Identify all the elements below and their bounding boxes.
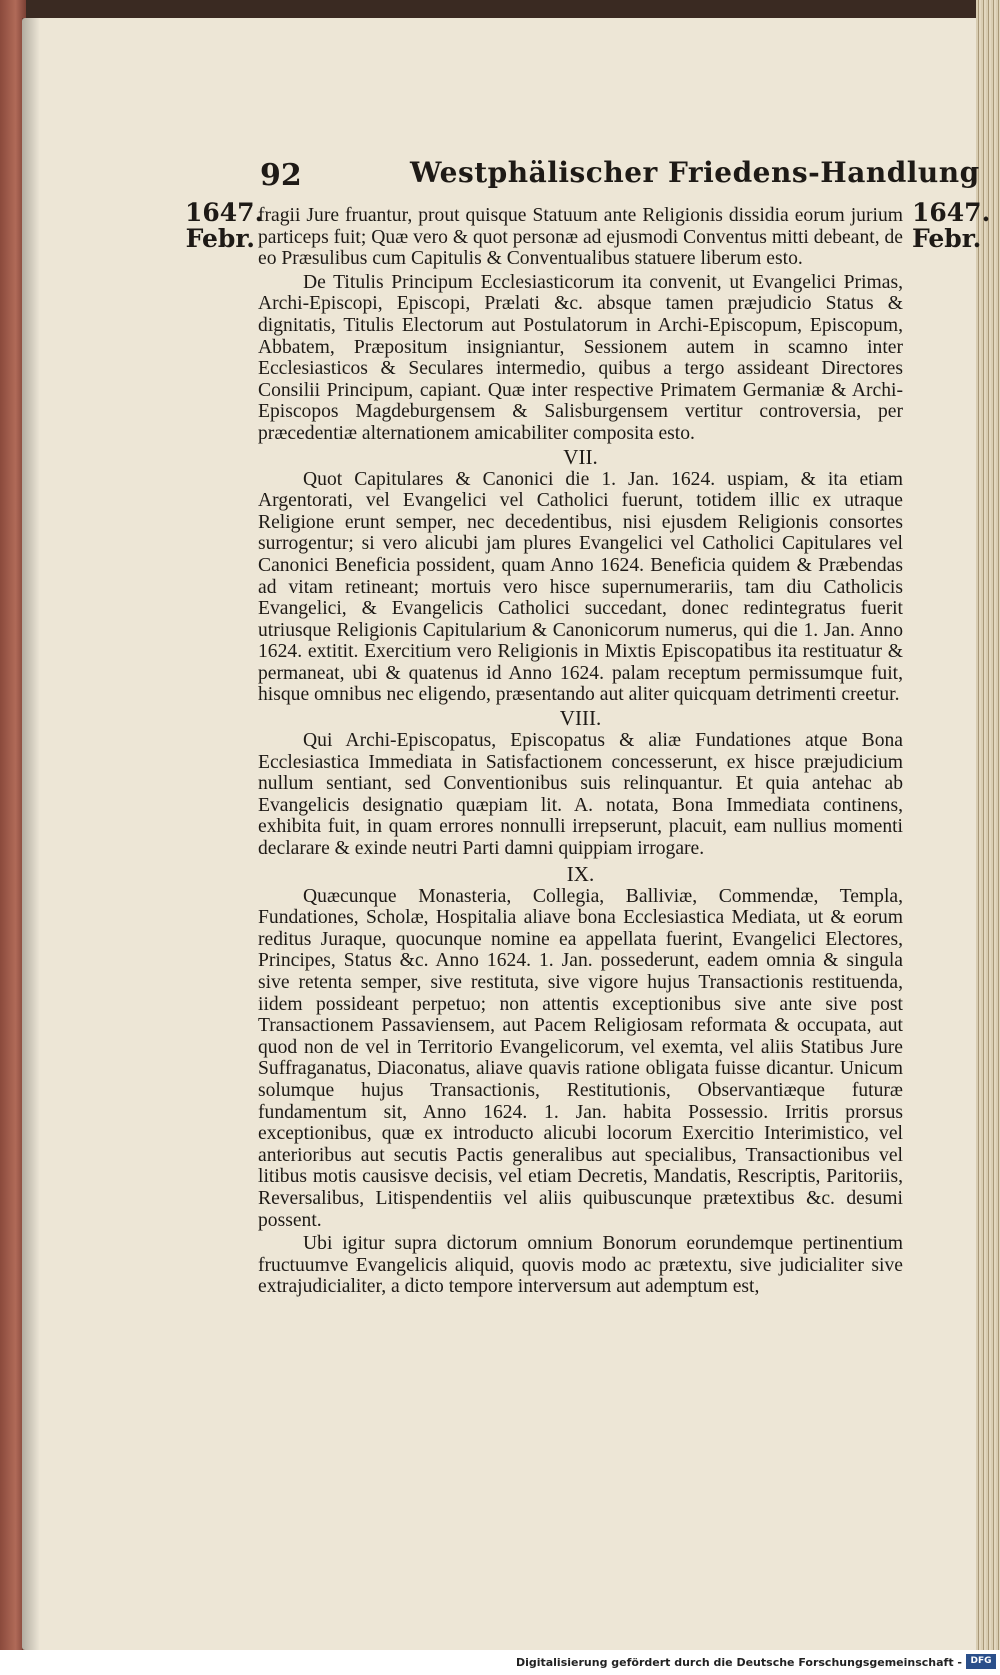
right-margin-date	[912, 198, 991, 253]
left-margin-month: Febr.	[185, 224, 255, 253]
section-number: IX.	[566, 861, 595, 886]
running-title: Westphälischer Friedens-Handlung	[410, 156, 980, 189]
left-margin-year: 1647.	[185, 198, 264, 227]
dfg-logo: DFG	[966, 1654, 996, 1669]
section-number: VII.	[563, 444, 598, 469]
page-number: 92	[260, 158, 302, 193]
paragraph: Ubi igitur supra dictorum omnium Bonorum eorundemque pertinentium fructuumve Evangelicis aliquid, quovis modo ac prætextu, sive judicialiter sive extrajudicialiter, a dicto tempore interversum aut ademptum est,	[258, 1233, 903, 1298]
paragraph: fragii Jure fruantur, prout quisque Statuum ante Religionis dissidia eorum jurium particeps fuit; Quæ vero & quot personæ ad ejusmodi Conventus mitti debeant, de eo Præsulibus cum Capitulis & Conventualibus statuere liberum esto.	[258, 205, 903, 270]
paragraph: De Titulis Principum Ecclesiasticorum ita convenit, ut Evangelici Primas, Archi-Episcopi, Episcopi, Prælati &c. absque tamen præjudicio Status & dignitatis, Titulis Electorum aut Postulatorum in Archi-Episcopum, Episcopum, Abbatem, Præpositum insigniantur, Sessionem autem in scamno inter Ecclesiasticos & Seculares intermedio, quibus a tergo assideant Directores Consilii Principum, capiant. Quæ inter respective Primatem Germaniæ & Archi-Episcopos Magdeburgensem & Salisburgensem vertitur controversia, per præcedentiæ alternationem amicabiliter composita esto.	[258, 271, 903, 444]
footer-credit: Digitalisierung gefördert durch die Deutsche Forschungsgemeinschaft -	[515, 1656, 962, 1669]
section-number: VIII.	[559, 706, 602, 731]
paragraph: Quot Capitulares & Canonici die 1. Jan. 1624. uspiam, & ita etiam Argentorati, vel Evangelici vel Catholici fuerunt, totidem illic ex utraque Religione erunt semper, nec decedentibus, nisi ejusdem Religionis consortes surrogentur; si vero alicubi jam plures Evangelici vel Catholici Capitulares vel Canonici Beneficia possident, quam Anno 1624. Beneficia quidem & Præbendas ad vitam retineant; mortuis vero hisce supernumerariis, tam diu Catholicis Evangelici, & Evangelicis Catholici succedant, donec redintegratus fuerit utriusque Religionis Capitularium & Canonicorum numerus, qui die 1. Jan. Anno 1624. extitit. Exercitium vero Religionis in Mixtis Episcopatibus ita restituatur & permaneat, ubi & quatenus id Anno 1624. palam receptum permissumque fuit, hisque omnibus nec eligendo, præsentando aut aliter quicquam detrimenti creetur.	[258, 468, 903, 706]
footer-bar	[0, 1650, 1000, 1675]
body-text	[258, 205, 903, 1298]
right-margin-month: Febr.	[912, 224, 982, 253]
paragraph: Quæcunque Monasteria, Collegia, Balliviæ, Commendæ, Templa, Fundationes, Scholæ, Hospitalia aliave bona Ecclesiastica Mediata, ut & eorum reditus Juraque, quocunque nomine ea appellata fuerint, Evangelici Electores, Principes, Status &c. Anno 1624. 1. Jan. possederunt, eadem omnia & singula sive retenta semper, sive restituta, sive vigore hujus Transactionis restituenda, iidem possideant perpetuo; non attentis exceptionibus sive ante sive post Transactionem Passaviensem, aut Pacem Religiosam reformata & occupata, aut quod non de vel in Territorio Evangelicorum, vel exemta, vel aliis Statibus Jure Suffraganatus, Diaconatus, aliave quavis ratione obligata fuisse dicantur. Unicum solumque hujus Transactionis, Restitutionis, Observantiæque futuræ fundamentum sit, Anno 1624. 1. Jan. habita Possessio. Irritis prorsus exceptionibus, quæ ex introducto alicubi locorum Exercitio Interimistico, vel anterioribus aut secutis Pactis generalibus aut specialibus, Transactionibus vel litibus motis causisve decisis, vel etiam Decretis, Mandatis, Rescriptis, Paritoriis, Reversalibus, Litispendentiis vel aliis quibuscunque prætextibus &c. desumi possent.	[258, 885, 903, 1231]
right-margin-year: 1647.	[912, 198, 991, 227]
paragraph: Qui Archi-Episcopatus, Episcopatus & aliæ Fundationes atque Bona Ecclesiastica Immediata in Satisfactionem concesserunt, ex hisce præjudicium nullum sentiant, sed Conventionibus suis relinquantur. Et quia antehac ab Evangelicis designatio quæpiam lit. A. notata, Bona Immediata continens, exhibita fuit, in quam errores nonnulli irrepserunt, placuit, eam nullius momenti declarare & exinde neutri Parti damni quippiam irrogare.	[258, 730, 903, 860]
left-margin-date	[185, 198, 264, 253]
